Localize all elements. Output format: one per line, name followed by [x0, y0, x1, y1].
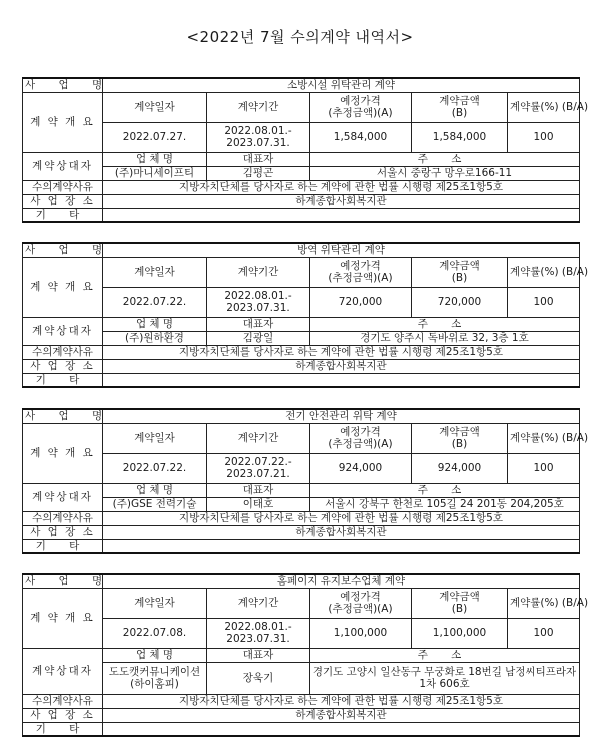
contractor-label: 계약상대자 — [23, 317, 103, 345]
company-name: 도도캣커뮤니케이션 (하이홈피) — [103, 662, 207, 694]
contract-date-header: 계약일자 — [103, 423, 207, 453]
representative-header: 대표자 — [207, 483, 310, 497]
etc-label: 기 타 — [23, 539, 103, 553]
company-address: 경기도 고양시 일산동구 무궁화로 18번길 남정씨티프라자 1차 606호 — [310, 662, 580, 694]
business-name: 방역 위탁관리 계약 — [103, 243, 580, 257]
representative-name: 장욱기 — [207, 662, 310, 694]
business-label: 사 업 명 — [23, 574, 103, 588]
estimated-price: 1,584,000 — [310, 122, 412, 152]
address-header: 주 소 — [310, 648, 580, 662]
business-label: 사 업 명 — [23, 409, 103, 423]
contract-amount: 924,000 — [412, 453, 508, 483]
overview-label: 계 약 개 요 — [23, 257, 103, 317]
contract-amount-header: 계약금액 (B) — [412, 92, 508, 122]
contract-period: 2022.08.01.- 2023.07.31. — [207, 618, 310, 648]
contract-rate-header: 계약률(%) (B/A) — [508, 257, 580, 287]
contract-block — [22, 242, 589, 388]
contract-date-header: 계약일자 — [103, 257, 207, 287]
business-site: 하계종합사회복지관 — [103, 359, 580, 373]
contract-block — [22, 408, 589, 554]
company-header: 업 체 명 — [103, 317, 207, 331]
contract-rate-header: 계약률(%) (B/A) — [508, 423, 580, 453]
contract-amount-header: 계약금액 (B) — [412, 257, 508, 287]
contract-period-header: 계약기간 — [207, 588, 310, 618]
site-label: 사 업 장 소 — [23, 708, 103, 722]
contract-rate-header: 계약률(%) (B/A) — [508, 92, 580, 122]
contract-date: 2022.07.22. — [103, 453, 207, 483]
site-label: 사 업 장 소 — [23, 359, 103, 373]
etc-value — [103, 208, 580, 222]
contract-block — [22, 573, 589, 737]
contract-table — [22, 408, 589, 554]
contract-date: 2022.07.08. — [103, 618, 207, 648]
contract-period: 2022.07.22.- 2023.07.21. — [207, 453, 310, 483]
contract-period: 2022.08.01.- 2023.07.31. — [207, 287, 310, 317]
contract-reason: 지방자치단체를 당사자로 하는 계약에 관한 법률 시행령 제25조1항5호 — [103, 345, 580, 359]
contract-date: 2022.07.22. — [103, 287, 207, 317]
contract-reason: 지방자치단체를 당사자로 하는 계약에 관한 법률 시행령 제25조1항5호 — [103, 511, 580, 525]
site-label: 사 업 장 소 — [23, 525, 103, 539]
business-site: 하계종합사회복지관 — [103, 525, 580, 539]
representative-name: 이태호 — [207, 497, 310, 511]
company-name: (주)원하환경 — [103, 331, 207, 345]
business-name: 소방시설 위탁관리 계약 — [103, 78, 580, 92]
contract-date-header: 계약일자 — [103, 588, 207, 618]
address-header: 주 소 — [310, 483, 580, 497]
business-label: 사 업 명 — [23, 243, 103, 257]
business-name: 전기 안전관리 위탁 계약 — [103, 409, 580, 423]
contract-amount-header: 계약금액 (B) — [412, 588, 508, 618]
contract-reason: 지방자치단체를 당사자로 하는 계약에 관한 법률 시행령 제25조1항5호 — [103, 180, 580, 194]
representative-header: 대표자 — [207, 648, 310, 662]
overview-label: 계 약 개 요 — [23, 588, 103, 648]
page-title: <2022년 7월 수의계약 내역서> — [186, 28, 414, 46]
etc-label: 기 타 — [23, 208, 103, 222]
contractor-label: 계약상대자 — [23, 483, 103, 511]
reason-label: 수의계약사유 — [23, 694, 103, 708]
contract-table — [22, 77, 589, 223]
etc-value — [103, 373, 580, 387]
etc-value — [103, 539, 580, 553]
contract-date-header: 계약일자 — [103, 92, 207, 122]
address-header: 주 소 — [310, 317, 580, 331]
estimated-price: 924,000 — [310, 453, 412, 483]
company-name: (주)마니세이프티 — [103, 166, 207, 180]
contract-amount: 1,584,000 — [412, 122, 508, 152]
contract-reason: 지방자치단체를 당사자로 하는 계약에 관한 법률 시행령 제25조1항5호 — [103, 694, 580, 708]
representative-header: 대표자 — [207, 152, 310, 166]
contract-period-header: 계약기간 — [207, 92, 310, 122]
overview-label: 계 약 개 요 — [23, 423, 103, 483]
company-address: 서울시 중랑구 망우로166-11 — [310, 166, 580, 180]
contract-rate: 100 — [508, 453, 580, 483]
contract-rate: 100 — [508, 287, 580, 317]
business-label: 사 업 명 — [23, 78, 103, 92]
representative-name: 김광일 — [207, 331, 310, 345]
representative-header: 대표자 — [207, 317, 310, 331]
contractor-label: 계약상대자 — [23, 152, 103, 180]
etc-label: 기 타 — [23, 722, 103, 736]
estimated-price-header: 예정가격 (추정금액)(A) — [310, 588, 412, 618]
representative-name: 김평곤 — [207, 166, 310, 180]
etc-label: 기 타 — [23, 373, 103, 387]
contract-amount-header: 계약금액 (B) — [412, 423, 508, 453]
contract-amount: 720,000 — [412, 287, 508, 317]
contract-block — [22, 77, 589, 223]
company-header: 업 체 명 — [103, 152, 207, 166]
reason-label: 수의계약사유 — [23, 180, 103, 194]
site-label: 사 업 장 소 — [23, 194, 103, 208]
contract-period: 2022.08.01.- 2023.07.31. — [207, 122, 310, 152]
reason-label: 수의계약사유 — [23, 345, 103, 359]
contractor-label: 계약상대자 — [23, 648, 103, 694]
address-header: 주 소 — [310, 152, 580, 166]
company-address: 경기도 양주시 독바위로 32, 3층 1호 — [310, 331, 580, 345]
contract-rate-header: 계약률(%) (B/A) — [508, 588, 580, 618]
company-header: 업 체 명 — [103, 483, 207, 497]
overview-label: 계 약 개 요 — [23, 92, 103, 152]
company-header: 업 체 명 — [103, 648, 207, 662]
reason-label: 수의계약사유 — [23, 511, 103, 525]
estimated-price: 720,000 — [310, 287, 412, 317]
contract-date: 2022.07.27. — [103, 122, 207, 152]
business-site: 하계종합사회복지관 — [103, 194, 580, 208]
contract-period-header: 계약기간 — [207, 257, 310, 287]
estimated-price-header: 예정가격 (추정금액)(A) — [310, 257, 412, 287]
contract-rate: 100 — [508, 122, 580, 152]
company-address: 서울시 강북구 한천로 105길 24 201동 204,205호 — [310, 497, 580, 511]
contract-amount: 1,100,000 — [412, 618, 508, 648]
estimated-price-header: 예정가격 (추정금액)(A) — [310, 423, 412, 453]
estimated-price-header: 예정가격 (추정금액)(A) — [310, 92, 412, 122]
etc-value — [103, 722, 580, 736]
business-name: 홈페이지 유지보수업체 계약 — [103, 574, 580, 588]
business-site: 하계종합사회복지관 — [103, 708, 580, 722]
contract-period-header: 계약기간 — [207, 423, 310, 453]
estimated-price: 1,100,000 — [310, 618, 412, 648]
company-name: (주)GSE 전력기술 — [103, 497, 207, 511]
contract-table — [22, 573, 589, 737]
contract-table — [22, 242, 589, 388]
contract-rate: 100 — [508, 618, 580, 648]
